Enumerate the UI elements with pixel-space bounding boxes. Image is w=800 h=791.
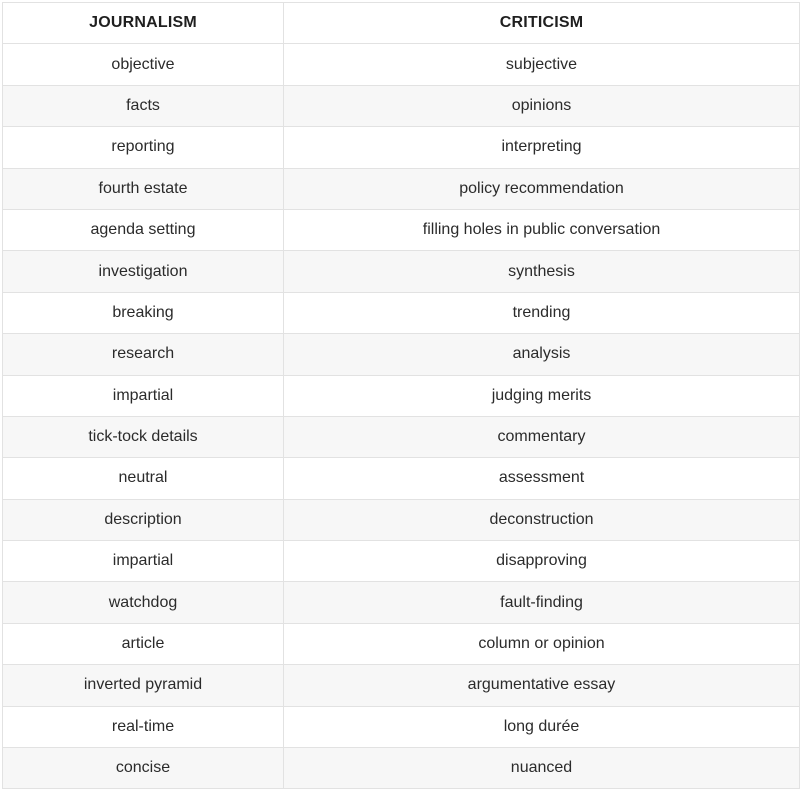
criticism-cell: deconstruction bbox=[284, 499, 800, 540]
comparison-table bbox=[2, 2, 800, 789]
table-row bbox=[3, 541, 800, 582]
table-row bbox=[3, 209, 800, 250]
journalism-cell: watchdog bbox=[3, 582, 284, 623]
criticism-cell: fault-finding bbox=[284, 582, 800, 623]
table-row bbox=[3, 127, 800, 168]
table-row bbox=[3, 665, 800, 706]
journalism-cell: agenda setting bbox=[3, 209, 284, 250]
criticism-cell: long durée bbox=[284, 706, 800, 747]
column-header-journalism: JOURNALISM bbox=[3, 3, 284, 44]
table-row bbox=[3, 251, 800, 292]
criticism-cell: filling holes in public conversation bbox=[284, 209, 800, 250]
journalism-cell: investigation bbox=[3, 251, 284, 292]
table-row bbox=[3, 458, 800, 499]
table-row bbox=[3, 582, 800, 623]
criticism-cell: argumentative essay bbox=[284, 665, 800, 706]
criticism-cell: policy recommendation bbox=[284, 168, 800, 209]
criticism-cell: trending bbox=[284, 292, 800, 333]
journalism-cell: concise bbox=[3, 748, 284, 789]
table-row bbox=[3, 334, 800, 375]
table-row bbox=[3, 706, 800, 747]
comparison-table-container bbox=[2, 2, 799, 789]
table-row bbox=[3, 499, 800, 540]
journalism-cell: inverted pyramid bbox=[3, 665, 284, 706]
table-row bbox=[3, 168, 800, 209]
journalism-cell: objective bbox=[3, 44, 284, 85]
criticism-cell: synthesis bbox=[284, 251, 800, 292]
criticism-cell: disapproving bbox=[284, 541, 800, 582]
criticism-cell: interpreting bbox=[284, 127, 800, 168]
journalism-cell: fourth estate bbox=[3, 168, 284, 209]
journalism-cell: impartial bbox=[3, 375, 284, 416]
journalism-cell: description bbox=[3, 499, 284, 540]
table-body bbox=[3, 44, 800, 789]
table-row bbox=[3, 623, 800, 664]
journalism-cell: facts bbox=[3, 85, 284, 126]
column-header-criticism: CRITICISM bbox=[284, 3, 800, 44]
table-row bbox=[3, 416, 800, 457]
criticism-cell: column or opinion bbox=[284, 623, 800, 664]
journalism-cell: real-time bbox=[3, 706, 284, 747]
criticism-cell: judging merits bbox=[284, 375, 800, 416]
criticism-cell: subjective bbox=[284, 44, 800, 85]
table-row bbox=[3, 44, 800, 85]
journalism-cell: research bbox=[3, 334, 284, 375]
table-header bbox=[3, 3, 800, 44]
journalism-cell: article bbox=[3, 623, 284, 664]
header-row bbox=[3, 3, 800, 44]
journalism-cell: neutral bbox=[3, 458, 284, 499]
criticism-cell: nuanced bbox=[284, 748, 800, 789]
table-row bbox=[3, 748, 800, 789]
table-row bbox=[3, 292, 800, 333]
criticism-cell: opinions bbox=[284, 85, 800, 126]
journalism-cell: reporting bbox=[3, 127, 284, 168]
journalism-cell: tick-tock details bbox=[3, 416, 284, 457]
criticism-cell: analysis bbox=[284, 334, 800, 375]
journalism-cell: impartial bbox=[3, 541, 284, 582]
criticism-cell: commentary bbox=[284, 416, 800, 457]
criticism-cell: assessment bbox=[284, 458, 800, 499]
journalism-cell: breaking bbox=[3, 292, 284, 333]
table-row bbox=[3, 85, 800, 126]
table-row bbox=[3, 375, 800, 416]
